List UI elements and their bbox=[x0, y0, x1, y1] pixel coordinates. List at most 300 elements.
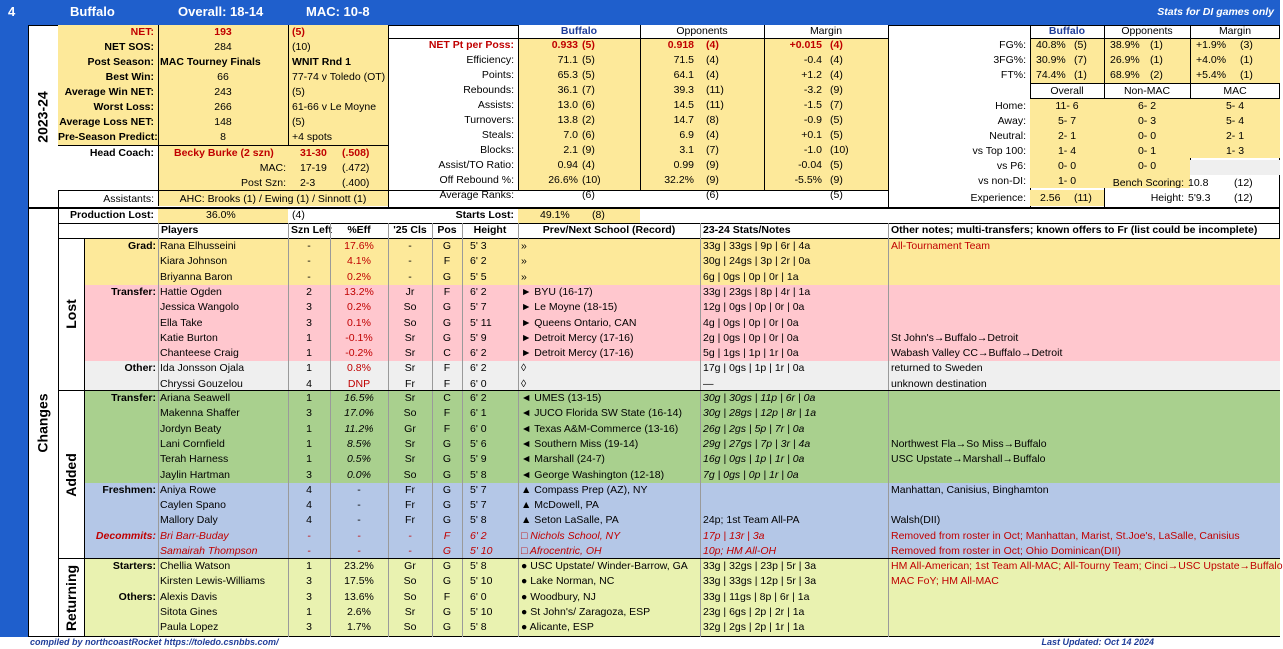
player-notes bbox=[891, 468, 1277, 483]
player-szn-left: - bbox=[307, 270, 311, 283]
roster-subgroup-other: Other: bbox=[124, 362, 156, 375]
player-class: Sr bbox=[404, 331, 416, 344]
player-height: 5' 8 bbox=[470, 560, 487, 572]
player-position: F bbox=[443, 377, 451, 390]
player-school: ► Queens Ontario, CAN bbox=[521, 316, 637, 329]
summary-label: NET: bbox=[130, 26, 154, 38]
summary-value: MAC Tourney Finals bbox=[160, 56, 261, 68]
player-eff: 17.5% bbox=[344, 575, 374, 588]
player-eff: 1.7% bbox=[347, 621, 371, 634]
team-stat-opponents: 0.918 bbox=[667, 39, 694, 51]
player-szn-left: 2 bbox=[306, 285, 312, 298]
player-szn-left: 3 bbox=[306, 316, 312, 329]
player-name: Alexis Davis bbox=[160, 590, 218, 603]
shooting-opponents: 68.9% bbox=[1110, 69, 1140, 81]
player-eff: 13.2% bbox=[344, 285, 374, 298]
team-stat-margin: -0.04 bbox=[798, 159, 822, 171]
player-notes: unknown destination bbox=[891, 377, 987, 390]
player-class: Fr bbox=[405, 483, 415, 496]
player-name: Samairah Thompson bbox=[160, 545, 258, 557]
player-height: 6' 0 bbox=[470, 590, 487, 603]
player-height: 6' 1 bbox=[470, 407, 487, 420]
record-label: vs non-DI: bbox=[978, 175, 1026, 187]
player-school: ● Woodbury, NJ bbox=[521, 590, 596, 603]
player-position: G bbox=[442, 575, 452, 588]
team-stat-margin: -5.5% bbox=[794, 174, 822, 186]
assistants-label: Assistants: bbox=[103, 193, 154, 205]
team-stat-label: NET Pt per Poss: bbox=[428, 39, 514, 51]
player-position: F bbox=[443, 529, 451, 542]
team-stat-buffalo-rank: (9) bbox=[582, 144, 595, 156]
player-name: Chellia Watson bbox=[160, 560, 231, 572]
player-school: □ Nichols School, NY bbox=[521, 529, 621, 542]
player-stats: — bbox=[703, 377, 714, 390]
team-stat-opponents: 39.3 bbox=[673, 84, 694, 96]
team-stat-buffalo-rank: (10) bbox=[582, 174, 601, 186]
player-name: Bri Barr-Buday bbox=[160, 529, 229, 542]
team-stat-opponents: 0.99 bbox=[673, 159, 694, 171]
team-stat-opponents-rank: (4) bbox=[706, 54, 719, 66]
coach-mac-label: MAC: bbox=[259, 162, 286, 174]
team-stat-buffalo: 13.0 bbox=[557, 99, 578, 111]
player-school: ▲ Compass Prep (AZ), NY bbox=[521, 483, 648, 496]
player-notes: Removed from roster in Oct; Ohio Dominican(DII) bbox=[891, 545, 1121, 557]
shooting-buffalo-rank: (1) bbox=[1074, 69, 1087, 81]
player-class: - bbox=[408, 270, 412, 283]
player-height: 6' 2 bbox=[470, 529, 487, 542]
team-stat-margin: +0.1 bbox=[801, 129, 822, 141]
player-eff: 4.1% bbox=[347, 255, 371, 268]
player-stats: 30g | 28gs | 12p | 8r | 1a bbox=[703, 407, 817, 420]
player-name: Briyanna Baron bbox=[160, 270, 233, 283]
player-name: Kirsten Lewis-Williams bbox=[160, 575, 266, 588]
footer-credit: compiled by northcoastRocket https://toledo.csnbbs.com/ bbox=[30, 637, 279, 647]
summary-value: 284 bbox=[214, 41, 232, 53]
player-name: Aniya Rowe bbox=[160, 483, 217, 496]
player-height: 5' 6 bbox=[470, 437, 487, 450]
player-szn-left: 3 bbox=[306, 590, 312, 603]
player-position: F bbox=[443, 590, 451, 603]
player-name: Mallory Daly bbox=[160, 514, 218, 527]
team-stat-label: Average Ranks: bbox=[439, 189, 514, 201]
player-stats: 33g | 11gs | 8p | 6r | 1a bbox=[703, 590, 810, 603]
player-szn-left: 1 bbox=[306, 331, 312, 344]
player-szn-left: 3 bbox=[306, 301, 312, 314]
team-stat-buffalo: 36.1 bbox=[557, 84, 578, 96]
roster-subgroup-freshmen: Freshmen: bbox=[102, 483, 156, 496]
bench-rank: (12) bbox=[1234, 177, 1253, 189]
player-eff: 0.1% bbox=[347, 316, 371, 329]
player-class: - bbox=[408, 545, 412, 557]
roster-header-eff: %Eff bbox=[347, 224, 371, 236]
team-stat-opponents-rank: (6) bbox=[706, 189, 719, 201]
footer-updated: Last Updated: Oct 14 2024 bbox=[1041, 637, 1154, 647]
team-stat-margin-rank: (9) bbox=[830, 174, 843, 186]
player-class: Sr bbox=[404, 362, 416, 375]
player-szn-left: 1 bbox=[306, 422, 312, 435]
player-class: Sr bbox=[404, 453, 416, 466]
record-nonmac: 0- 0 bbox=[1137, 130, 1157, 142]
player-school: » bbox=[521, 270, 527, 283]
shooting-opponents-rank: (2) bbox=[1150, 69, 1163, 81]
player-school: ● USC Upstate/ Winder-Barrow, GA bbox=[521, 560, 688, 572]
player-eff: -0.1% bbox=[345, 331, 373, 344]
player-school: ► BYU (16-17) bbox=[521, 285, 593, 298]
player-szn-left: 4 bbox=[306, 514, 312, 527]
player-eff: 0.2% bbox=[347, 301, 371, 314]
summary-extra: WNIT Rnd 1 bbox=[292, 56, 351, 68]
player-position: G bbox=[442, 545, 452, 557]
player-notes: Walsh(DII) bbox=[891, 514, 941, 527]
team-stats-header-opponents: Opponents bbox=[676, 25, 728, 37]
roster-header-school: Prev/Next School (Record) bbox=[542, 224, 676, 236]
column-divider bbox=[330, 223, 331, 637]
team-stat-margin: -1.0 bbox=[803, 144, 822, 156]
summary-label: Best Win: bbox=[105, 71, 154, 83]
player-stats: 26g | 2gs | 5p | 7r | 0a bbox=[703, 422, 805, 435]
coach-pct: (.508) bbox=[342, 147, 370, 159]
player-notes: USC Upstate→Marshall→Buffalo bbox=[891, 453, 1046, 466]
player-position: F bbox=[443, 362, 451, 375]
player-class: So bbox=[403, 468, 417, 481]
column-divider bbox=[288, 223, 289, 637]
team-stat-buffalo-rank: (2) bbox=[582, 114, 595, 126]
player-height: 6' 2 bbox=[470, 255, 487, 268]
player-notes: Manhattan, Canisius, Binghamton bbox=[891, 483, 1049, 496]
shooting-opponents: 38.9% bbox=[1110, 39, 1140, 51]
player-stats: 33g | 23gs | 8p | 4r | 1a bbox=[703, 285, 811, 298]
player-position: G bbox=[442, 453, 452, 466]
team-stat-opponents-rank: (4) bbox=[706, 69, 719, 81]
player-szn-left: 3 bbox=[306, 407, 312, 420]
team-stat-margin-rank: (5) bbox=[830, 129, 843, 141]
player-position: F bbox=[443, 255, 451, 268]
player-notes: Removed from roster in Oct; Manhattan, Marist, St.Joe's, LaSalle, Canisius bbox=[891, 529, 1240, 542]
player-name: Ida Jonsson Ojala bbox=[160, 362, 245, 375]
player-position: G bbox=[442, 331, 452, 344]
player-szn-left: - bbox=[307, 529, 311, 542]
player-class: Sr bbox=[404, 392, 416, 404]
team-stat-margin-rank: (5) bbox=[830, 114, 843, 126]
player-notes bbox=[891, 300, 1277, 315]
column-divider bbox=[432, 223, 433, 637]
player-height: 5' 7 bbox=[470, 499, 487, 512]
group-added-label: Added bbox=[63, 452, 79, 497]
player-height: 5' 8 bbox=[470, 621, 487, 634]
player-position: F bbox=[443, 422, 451, 435]
team-stat-buffalo-rank: (6) bbox=[582, 129, 595, 141]
player-name: Hattie Ogden bbox=[160, 285, 222, 298]
roster-header-players: Players bbox=[161, 224, 199, 236]
left-accent-bar bbox=[0, 25, 28, 637]
player-name: Caylen Spano bbox=[160, 499, 226, 512]
player-class: So bbox=[403, 407, 417, 420]
column-divider bbox=[700, 223, 701, 637]
player-notes bbox=[891, 605, 1277, 620]
roster-subgroup-others: Others: bbox=[118, 590, 156, 603]
team-stat-buffalo: 13.8 bbox=[557, 114, 578, 126]
player-class: Jr bbox=[405, 285, 415, 298]
player-eff: DNP bbox=[347, 377, 371, 390]
player-name: Paula Lopez bbox=[160, 621, 219, 634]
player-position: G bbox=[442, 560, 452, 572]
player-height: 6' 0 bbox=[470, 422, 487, 435]
team-name: Buffalo bbox=[70, 4, 115, 19]
player-position: F bbox=[443, 407, 451, 420]
player-szn-left: 4 bbox=[306, 499, 312, 512]
player-name: Jordyn Beaty bbox=[160, 422, 222, 435]
team-stat-buffalo-rank: (5) bbox=[582, 39, 595, 51]
player-eff: 17.0% bbox=[344, 407, 374, 420]
player-szn-left: 1 bbox=[306, 362, 312, 375]
player-school: ◄ Southern Miss (19-14) bbox=[521, 437, 639, 450]
team-stat-label: Assists: bbox=[477, 99, 514, 111]
team-stat-label: Steals: bbox=[481, 129, 514, 141]
team-stat-opponents: 14.7 bbox=[673, 114, 694, 126]
roster-subgroup-lost_transfer: Transfer: bbox=[111, 285, 156, 298]
player-class: Sr bbox=[404, 437, 416, 450]
player-notes: St John's→Buffalo→Detroit bbox=[891, 331, 1019, 344]
player-class: So bbox=[403, 621, 417, 634]
team-stats-header-buffalo: Buffalo bbox=[560, 25, 598, 37]
player-notes bbox=[891, 422, 1277, 437]
player-class: So bbox=[403, 316, 417, 329]
player-notes bbox=[891, 498, 1277, 513]
experience-value: 2.56 bbox=[1040, 192, 1061, 204]
player-szn-left: - bbox=[307, 545, 311, 557]
changes-label: Changes bbox=[35, 392, 51, 453]
team-stat-margin: -0.4 bbox=[803, 54, 822, 66]
player-notes bbox=[891, 270, 1277, 285]
player-class: Sr bbox=[404, 605, 416, 618]
team-stat-opponents: 71.5 bbox=[673, 54, 694, 66]
player-class: - bbox=[408, 529, 412, 542]
player-name: Jaylin Hartman bbox=[160, 468, 231, 481]
player-class: - bbox=[408, 240, 412, 252]
player-height: 6' 2 bbox=[470, 285, 487, 298]
summary-value: 8 bbox=[220, 131, 226, 143]
shooting-margin-rank: (1) bbox=[1240, 69, 1253, 81]
record-nonmac: 0- 0 bbox=[1137, 160, 1157, 172]
team-stat-opponents: 6.9 bbox=[679, 129, 694, 141]
player-height: 5' 10 bbox=[470, 575, 493, 588]
team-stat-opponents-rank: (9) bbox=[706, 159, 719, 171]
player-name: Terah Harness bbox=[160, 453, 229, 466]
player-szn-left: 1 bbox=[306, 347, 312, 360]
player-height: 6' 0 bbox=[470, 377, 487, 390]
starts-lost-label: Starts Lost: bbox=[455, 209, 514, 221]
player-height: 5' 7 bbox=[470, 483, 487, 496]
team-stat-margin-rank: (4) bbox=[830, 39, 843, 51]
group-returning-label: Returning bbox=[63, 564, 80, 632]
player-notes: Northwest Fla→So Miss→Buffalo bbox=[891, 437, 1047, 450]
player-name: Ella Take bbox=[160, 316, 203, 329]
player-height: 5' 10 bbox=[470, 545, 493, 557]
player-height: 5' 11 bbox=[470, 316, 492, 329]
player-szn-left: 3 bbox=[306, 468, 312, 481]
player-height: 5' 3 bbox=[470, 240, 487, 252]
player-szn-left: 1 bbox=[306, 605, 312, 618]
team-stat-label: Rebounds: bbox=[463, 84, 514, 96]
height-rank: (12) bbox=[1234, 192, 1253, 204]
shooting-margin: +4.0% bbox=[1196, 54, 1227, 66]
player-notes: All-Tournament Team bbox=[891, 240, 991, 252]
shooting-header-buffalo: Buffalo bbox=[1048, 25, 1086, 37]
shooting-opponents: 26.9% bbox=[1110, 54, 1140, 66]
player-school: ◄ UMES (13-15) bbox=[521, 392, 602, 404]
shooting-buffalo: 40.8% bbox=[1036, 39, 1066, 51]
player-position: G bbox=[442, 621, 452, 634]
player-class: Gr bbox=[404, 560, 416, 572]
player-name: Rana Elhusseini bbox=[160, 240, 236, 252]
team-stat-buffalo-rank: (4) bbox=[582, 159, 595, 171]
team-stat-margin: -3.2 bbox=[803, 84, 822, 96]
player-stats: 23g | 6gs | 2p | 2r | 1a bbox=[703, 605, 805, 618]
record-overall: 0- 0 bbox=[1057, 160, 1077, 172]
player-school: ◊ bbox=[521, 362, 527, 375]
team-stat-label: Assist/TO Ratio: bbox=[438, 159, 514, 171]
summary-label: Worst Loss: bbox=[93, 101, 154, 113]
record-label: Home: bbox=[995, 100, 1026, 112]
team-stat-buffalo: 71.1 bbox=[557, 54, 578, 66]
team-stat-margin bbox=[766, 188, 822, 203]
summary-extra: (5) bbox=[292, 86, 305, 98]
experience-label: Experience: bbox=[970, 192, 1026, 204]
shooting-header-margin: Margin bbox=[1218, 25, 1252, 37]
player-class: - bbox=[408, 255, 412, 268]
height-label: Height: bbox=[1150, 192, 1184, 204]
player-class: Fr bbox=[405, 377, 415, 390]
title-bar bbox=[0, 0, 1280, 25]
assistants-value: AHC: Brooks (1) / Ewing (1) / Sinnott (1) bbox=[179, 193, 367, 205]
player-class: Sr bbox=[404, 347, 416, 360]
roster-header-szn: Szn Left bbox=[291, 224, 332, 236]
player-name: Lani Cornfield bbox=[160, 437, 225, 450]
team-stat-margin-rank: (5) bbox=[830, 189, 843, 201]
shooting-opponents-rank: (1) bbox=[1150, 54, 1163, 66]
player-notes bbox=[891, 620, 1277, 635]
player-notes bbox=[891, 285, 1277, 300]
player-name: Makenna Shaffer bbox=[160, 407, 240, 420]
player-school: ► Detroit Mercy (17-16) bbox=[521, 331, 634, 344]
player-eff: 23.2% bbox=[344, 560, 374, 572]
player-position: C bbox=[443, 392, 451, 404]
column-divider bbox=[518, 223, 519, 637]
column-divider bbox=[388, 223, 389, 637]
player-eff: 8.5% bbox=[347, 437, 371, 450]
player-eff: 17.6% bbox=[344, 240, 374, 252]
record-label: Neutral: bbox=[989, 130, 1026, 142]
overall-record: Overall: 18-14 bbox=[178, 4, 264, 19]
player-stats: 32g | 2gs | 2p | 1r | 1a bbox=[703, 621, 805, 634]
record-nonmac: 0- 1 bbox=[1137, 145, 1157, 157]
player-stats: 16g | 0gs | 1p | 1r | 0a bbox=[703, 453, 805, 466]
player-position: G bbox=[442, 316, 452, 329]
player-name: Ariana Seawell bbox=[160, 392, 231, 404]
roster-header-height: Height bbox=[473, 224, 507, 236]
record-overall: 5- 7 bbox=[1057, 115, 1077, 127]
team-stat-label: Turnovers: bbox=[464, 114, 514, 126]
team-stat-margin: -1.5 bbox=[803, 99, 822, 111]
player-eff: - bbox=[357, 529, 361, 542]
player-stats: 29g | 27gs | 7p | 3r | 4a bbox=[703, 437, 811, 450]
roster-header-notes: Other notes; multi-transfers; known offers to Fr (list could be incomplete) bbox=[891, 224, 1258, 236]
player-stats: 2g | 0gs | 0p | 0r | 0a bbox=[703, 331, 799, 344]
team-stat-buffalo: 7.0 bbox=[563, 129, 578, 141]
roster-subgroup-decommits: Decommits: bbox=[95, 529, 156, 542]
player-position: G bbox=[442, 514, 452, 527]
bench-value: 10.8 bbox=[1188, 177, 1209, 189]
player-szn-left: 1 bbox=[306, 437, 312, 450]
player-height: 5' 8 bbox=[470, 514, 487, 527]
player-height: 5' 9 bbox=[470, 331, 487, 344]
player-notes: MAC FoY; HM All-MAC bbox=[891, 575, 999, 588]
summary-value: 193 bbox=[214, 26, 232, 38]
player-stats: 33g | 33gs | 9p | 6r | 4a bbox=[703, 240, 811, 252]
player-class: So bbox=[403, 301, 417, 314]
player-notes bbox=[891, 254, 1277, 269]
production-lost-rank: (4) bbox=[292, 209, 305, 221]
player-stats: 33g | 33gs | 12p | 5r | 3a bbox=[703, 575, 817, 588]
team-stat-opponents-rank: (11) bbox=[706, 84, 724, 96]
coach-mac-pct: (.472) bbox=[342, 162, 370, 174]
shooting-buffalo: 74.4% bbox=[1036, 69, 1066, 81]
roster-header-pos: Pos bbox=[437, 224, 457, 236]
bench-label: Bench Scoring: bbox=[1112, 177, 1184, 189]
summary-value: 66 bbox=[217, 71, 229, 83]
summary-extra: 61-66 v Le Moyne bbox=[292, 101, 377, 113]
team-stat-margin: +0.015 bbox=[789, 39, 822, 51]
player-eff: 16.5% bbox=[344, 392, 374, 404]
team-stat-buffalo-rank: (7) bbox=[582, 84, 595, 96]
shooting-label: 3FG%: bbox=[993, 54, 1026, 66]
summary-label: Post Season: bbox=[87, 56, 154, 68]
player-name: Kiara Johnson bbox=[160, 255, 228, 268]
player-szn-left: - bbox=[307, 255, 311, 268]
team-stat-margin-rank: (5) bbox=[830, 159, 843, 171]
player-school: ▲ Seton LaSalle, PA bbox=[521, 514, 619, 527]
record-label: vs Top 100: bbox=[972, 145, 1026, 157]
height-value: 5'9.3 bbox=[1188, 192, 1211, 204]
team-stat-margin-rank: (4) bbox=[830, 54, 843, 66]
player-szn-left: 4 bbox=[306, 483, 312, 496]
player-stats: 33g | 32gs | 23p | 5r | 3a bbox=[703, 560, 817, 572]
player-name: Katie Burton bbox=[160, 331, 218, 344]
player-school: ◄ JUCO Florida SW State (16-14) bbox=[521, 407, 682, 420]
player-name: Jessica Wangolo bbox=[160, 301, 239, 314]
summary-extra: 77-74 v Toledo (OT) bbox=[292, 71, 386, 83]
player-stats: 4g | 0gs | 0p | 0r | 0a bbox=[703, 316, 799, 329]
team-stat-margin-rank: (10) bbox=[830, 144, 849, 156]
coach-post-label: Post Szn: bbox=[241, 177, 286, 189]
player-eff: 0.0% bbox=[347, 468, 371, 481]
team-stat-opponents-rank: (9) bbox=[706, 174, 719, 186]
player-stats: 17g | 0gs | 1p | 1r | 0a bbox=[703, 362, 805, 375]
player-school: ◄ Marshall (24-7) bbox=[521, 453, 605, 466]
shooting-header-opponents: Opponents bbox=[1121, 25, 1173, 37]
player-school: □ Afrocentric, OH bbox=[521, 545, 602, 557]
team-stat-opponents bbox=[642, 188, 694, 203]
team-stat-margin-rank: (9) bbox=[830, 84, 843, 96]
shooting-margin-rank: (1) bbox=[1240, 54, 1253, 66]
player-height: 5' 7 bbox=[470, 301, 487, 314]
footer bbox=[0, 637, 1280, 649]
column-divider bbox=[462, 223, 463, 637]
player-notes: HM All-American; 1st Team All-MAC; All-Tourny Team; Cinci→USC Upstate→Buffalo bbox=[891, 560, 1283, 572]
team-stat-opponents-rank: (7) bbox=[706, 144, 719, 156]
player-eff: - bbox=[357, 514, 361, 527]
summary-extra: (10) bbox=[292, 41, 311, 53]
